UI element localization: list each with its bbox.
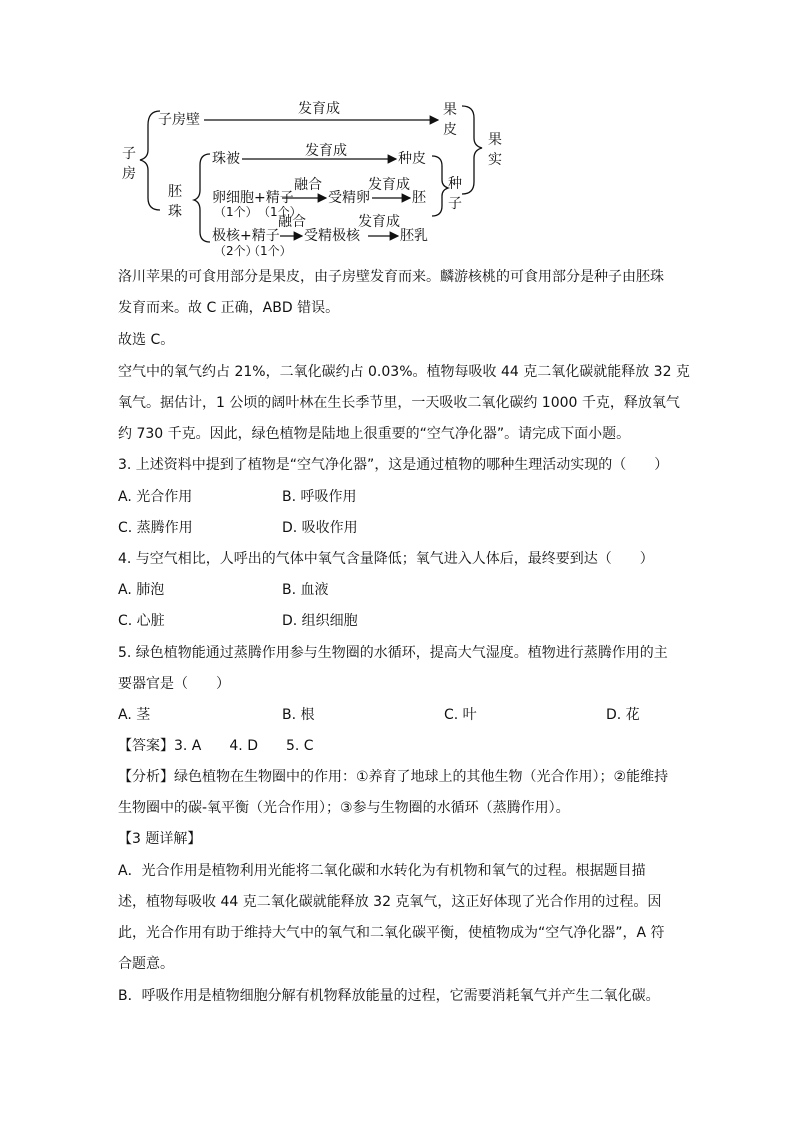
q3-option-d: D. 吸收作用: [282, 520, 358, 536]
ovary-brace: [140, 111, 160, 210]
label-fusion-2: 融合: [278, 214, 306, 230]
text-line: 氧气。据估计，1 公顷的阔叶林在生长季节里，一天吸收二氧化碳约 1000 千克，释放氧气: [118, 395, 680, 411]
label-egg-sperm: 卵细胞+精子: [212, 190, 294, 206]
label-ovary-wall: 子房壁: [158, 112, 200, 128]
q3-option-a: A. 光合作用: [118, 489, 193, 505]
q3-option-c: C. 蒸腾作用: [118, 520, 193, 536]
label-zygote: 受精卵: [328, 190, 370, 206]
q4-option-b: B. 血液: [282, 582, 329, 598]
question-3: 3. 上述资料中提到了植物是“空气净化器”，这是通过植物的哪种生理活动实现的（ ）: [118, 457, 669, 473]
q3-option-b: B. 呼吸作用: [282, 489, 357, 505]
label-zhongzi-2: 子: [448, 196, 462, 212]
label-polar-sperm: 极核+精子: [212, 228, 280, 244]
fruit-brace: [462, 106, 482, 194]
label-seed-coat: 种皮: [398, 151, 426, 167]
q5-option-b: B. 根: [282, 707, 315, 723]
analysis-line: 【分析】绿色植物在生物圈中的作用：①养育了地球上的其他生物（光合作用）；②能维持: [118, 769, 669, 785]
label-count-polar: （2个）: [214, 244, 258, 258]
question-4: 4. 与空气相比，人呼出的气体中氧气含量降低；氧气进入人体后，最终要到达（ ）: [118, 551, 654, 567]
q5-option-d: D. 花: [606, 707, 640, 723]
text-line: 空气中的氧气约占 21%，二氧化碳约占 0.03%。植物每吸收 44 克二氧化碳就能释放 32 克: [118, 364, 690, 380]
label-guoshi-1: 果: [488, 132, 502, 148]
label-endosperm: 胚乳: [400, 228, 428, 244]
label-guopi-2: 皮: [443, 122, 457, 138]
text-line: 约 730 千克。因此，绿色植物是陆地上很重要的“空气净化器”。请完成下面小题。: [118, 426, 631, 442]
detail-line: 合题意。: [118, 956, 174, 972]
label-fusion-1: 融合: [294, 177, 322, 193]
label-zifang-2: 房: [122, 166, 136, 182]
label-count-sperm-1: （1个）: [258, 205, 302, 219]
q5-option-c: C. 叶: [444, 707, 477, 723]
label-develop-3: 发育成: [368, 177, 410, 193]
q4-option-c: C. 心脏: [118, 613, 165, 629]
diagram-lines: [0, 0, 794, 280]
label-zhongzi-1: 种: [448, 176, 462, 192]
detail-line: 述，植物每吸收 44 克二氧化碳就能释放 32 克氧气，这正好体现了光合作用的过程。因: [118, 894, 662, 910]
text-line: 洛川苹果的可食用部分是果皮，由子房壁发育而来。麟游核桃的可食用部分是种子由胚珠: [118, 269, 664, 285]
question-5-cont: 要器官是（ ）: [118, 676, 230, 692]
q5-option-a: A. 茎: [118, 707, 151, 723]
answer-line: 【答案】3. A 4. D 5. C: [118, 738, 314, 754]
label-zifang-1: 子: [122, 146, 136, 162]
label-guopi-1: 果: [443, 102, 457, 118]
label-guoshi-2: 实: [488, 152, 502, 168]
q4-option-d: D. 组织细胞: [282, 613, 358, 629]
detail-heading: 【3 题详解】: [118, 831, 202, 847]
seed-brace: [432, 156, 448, 216]
label-count-sperm-2: （1个）: [248, 244, 292, 258]
text-line: 故选 C。: [118, 332, 175, 348]
detail-line: B．呼吸作用是植物细胞分解有机物释放能量的过程，它需要消耗氧气并产生二氧化碳。: [118, 988, 660, 1004]
text-line: 发育而来。故 C 正确，ABD 错误。: [118, 300, 340, 316]
question-5: 5. 绿色植物能通过蒸腾作用参与生物圈的水循环，提高大气湿度。植物进行蒸腾作用的主: [118, 645, 668, 661]
label-develop-2: 发育成: [305, 143, 347, 159]
detail-line: A．光合作用是植物利用光能将二氧化碳和水转化为有机物和氧气的过程。根据题目描: [118, 863, 646, 879]
label-develop-1: 发育成: [298, 101, 340, 117]
label-peizhu-1: 胚: [168, 184, 182, 200]
ovule-brace: [194, 154, 210, 242]
label-embryo: 胚: [412, 190, 426, 206]
label-count-egg: （1个）: [214, 205, 258, 219]
detail-line: 此，光合作用有助于维持大气中的氧气和二氧化碳平衡，使植物成为“空气净化器”，A 符: [118, 925, 665, 941]
label-integument: 珠被: [212, 151, 240, 167]
label-develop-4: 发育成: [358, 214, 400, 230]
analysis-line: 生物圈中的碳-氧平衡（光合作用）；③参与生物圈的水循环（蒸腾作用）。: [118, 800, 570, 816]
label-peizhu-2: 珠: [168, 204, 182, 220]
q4-option-a: A. 肺泡: [118, 582, 165, 598]
label-fertilized-polar: 受精极核: [304, 228, 360, 244]
